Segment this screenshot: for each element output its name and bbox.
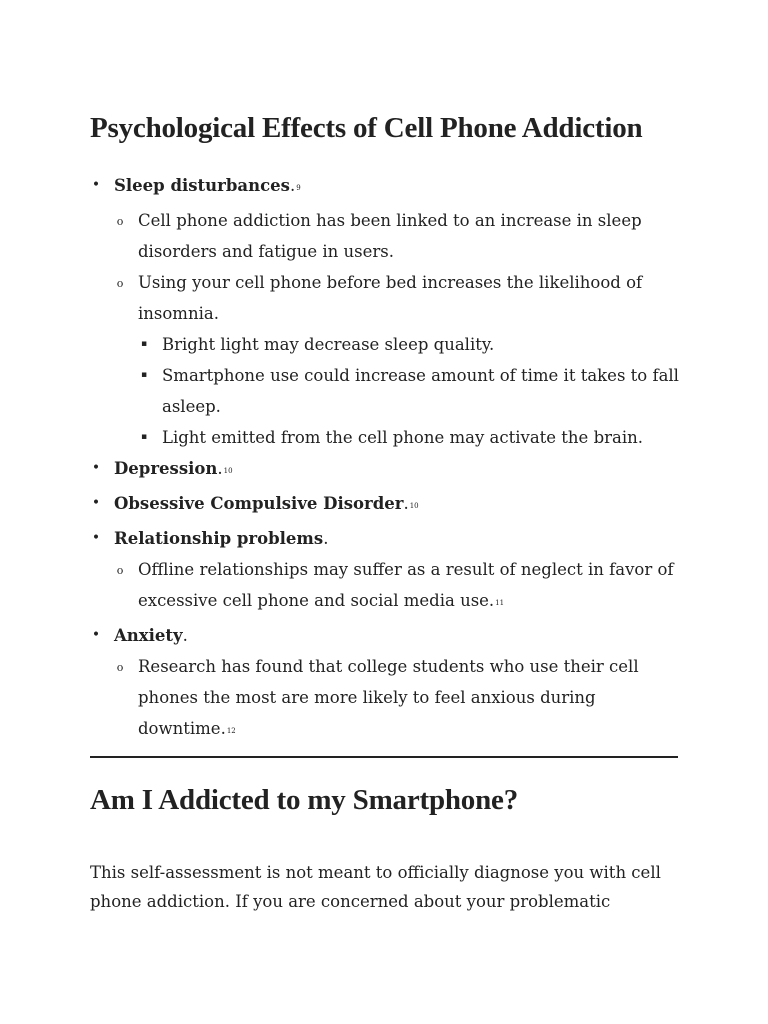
bullet-square-icon: ▪: [140, 339, 148, 349]
effect-punctuation: .: [289, 176, 296, 195]
effect-item: [90, 488, 680, 523]
list-item: [114, 205, 680, 267]
bullet-square-icon: ▪: [140, 370, 148, 380]
citation-ref: 12: [226, 727, 236, 735]
list-item: [114, 651, 680, 748]
effect-label: Obsessive Compulsive Disorder: [114, 494, 404, 513]
list-level-3: [138, 329, 680, 453]
list-level-2: [114, 205, 680, 453]
list-item-text: Light emitted from the cell phone may activate the brain.: [162, 428, 644, 447]
section-heading-psychological-effects: Psychological Effects of Cell Phone Addiction: [90, 112, 643, 144]
bullet-disc-icon: •: [91, 627, 101, 643]
list-item-text: Cell phone addiction has been linked to an increase in sleep disorders and fatigue in users.: [138, 211, 642, 261]
effect-label: Relationship problems: [114, 529, 324, 548]
citation-ref: 10: [409, 502, 419, 510]
effect-label: Sleep disturbances: [114, 176, 290, 195]
bullet-disc-icon: •: [91, 530, 101, 546]
bullet-circle-icon: o: [116, 277, 124, 290]
effect-item: [90, 523, 680, 620]
list-item: [114, 554, 680, 620]
effect-punctuation: .: [323, 529, 329, 548]
bullet-disc-icon: •: [91, 177, 101, 193]
bullet-disc-icon: •: [91, 460, 101, 476]
citation-ref: 9: [296, 184, 301, 192]
list-item-text: Using your cell phone before bed increases the likelihood of insomnia.: [138, 273, 643, 323]
list-item: [114, 267, 680, 453]
effect-item: [90, 620, 680, 748]
effect-label: Anxiety: [114, 626, 183, 645]
effect-item: [90, 170, 680, 453]
effects-list-container: [90, 170, 680, 748]
citation-ref: 10: [223, 467, 233, 475]
list-item-text: Research has found that college students who use their cell phones the most are more likely to feel anxious during downtime.: [138, 657, 639, 738]
effect-item: [90, 453, 680, 488]
list-level-2: [114, 651, 680, 748]
effect-punctuation: .: [403, 494, 409, 513]
effect-label: Depression: [114, 459, 218, 478]
bullet-disc-icon: •: [91, 495, 101, 511]
list-item: [138, 360, 680, 422]
list-item-text: Offline relationships may suffer as a result of neglect in favor of excessive cell phone and social media use.: [138, 560, 674, 610]
effect-punctuation: .: [217, 459, 223, 478]
bullet-circle-icon: o: [116, 215, 124, 228]
list-item: [138, 422, 680, 453]
bullet-circle-icon: o: [116, 661, 124, 674]
citation-ref: 11: [495, 599, 505, 607]
bullet-circle-icon: o: [116, 564, 124, 577]
list-item: [138, 329, 680, 360]
section-heading-am-i-addicted: Am I Addicted to my Smartphone?: [90, 784, 519, 816]
effects-list: [90, 170, 680, 748]
bullet-square-icon: ▪: [140, 432, 148, 442]
list-item-text: Bright light may decrease sleep quality.: [162, 335, 495, 354]
effect-punctuation: .: [182, 626, 188, 645]
self-assessment-intro: This self-assessment is not meant to officially diagnose you with cell phone addiction. If you are concerned about your problematic: [90, 863, 661, 911]
list-level-2: [114, 554, 680, 620]
list-item-text: Smartphone use could increase amount of time it takes to fall asleep.: [162, 366, 679, 416]
section-divider: [90, 756, 678, 758]
